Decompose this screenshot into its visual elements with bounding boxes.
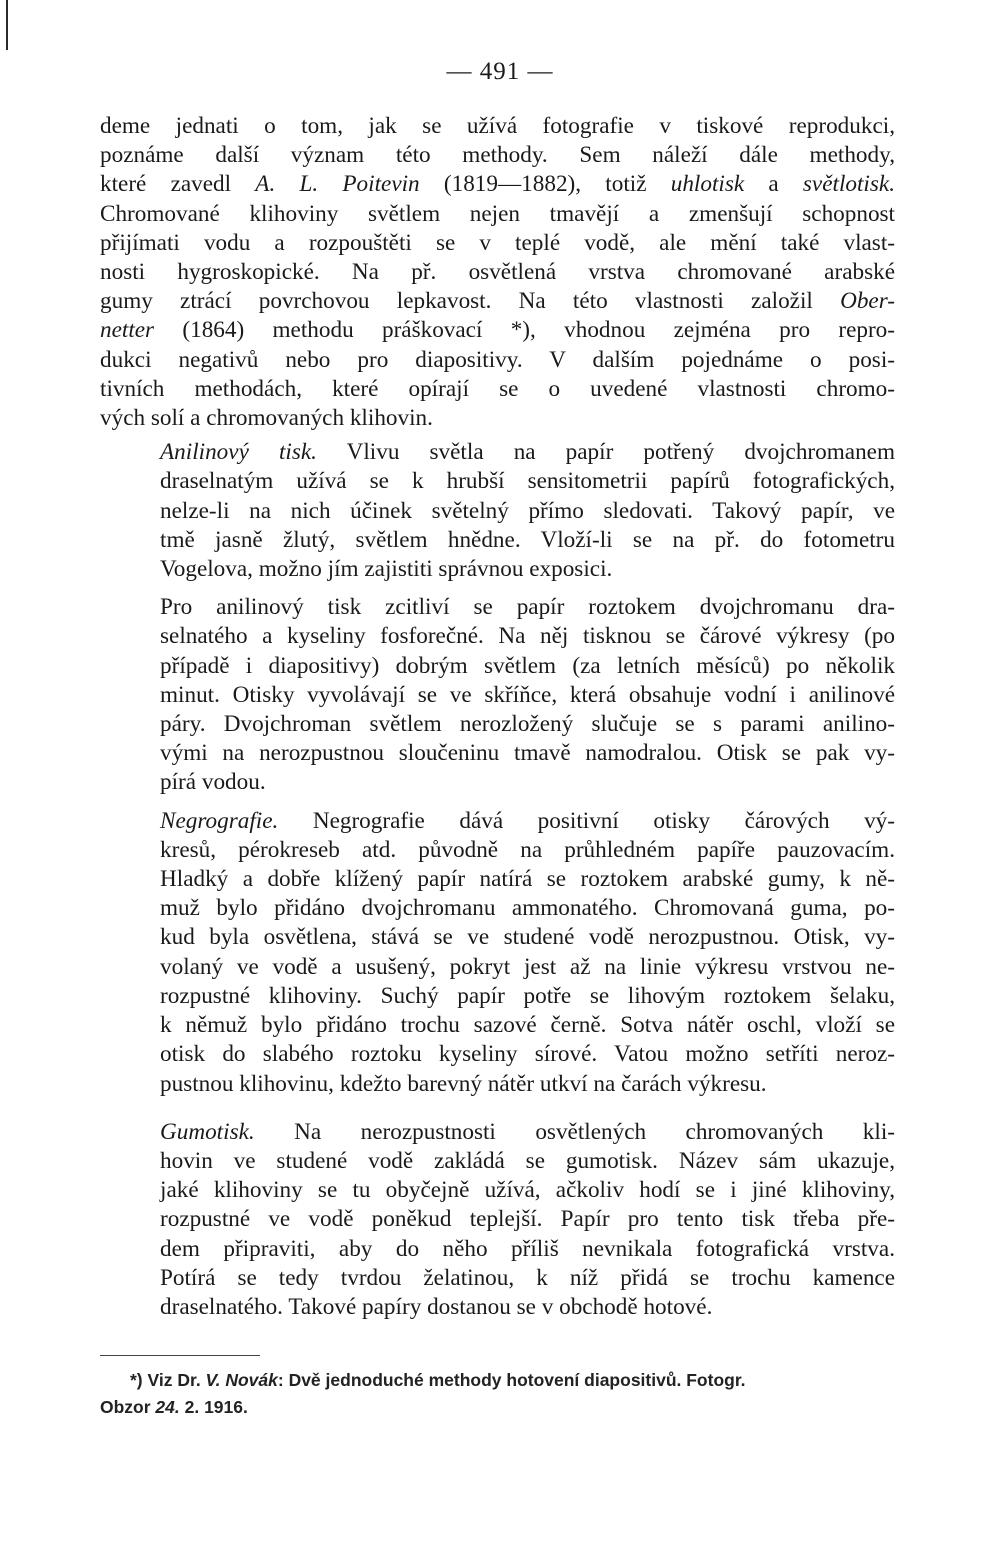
text-line — [100, 652, 895, 681]
paragraph-aniline-print-intro — [100, 438, 895, 584]
body-text — [100, 112, 895, 1322]
text-run: gumy ztrácí povrchovou lepkavost. Na této vlastnosti založil — [100, 288, 841, 315]
text-run: přijímati vodu a rozpouštěti se v teplé vodě, ale mění také vlast- — [100, 229, 895, 256]
text-line — [100, 1264, 895, 1293]
text-line — [100, 1293, 895, 1322]
text-line — [100, 287, 895, 316]
text-run: a — [744, 171, 803, 198]
text-line — [100, 438, 895, 467]
text-run: pustnou klihovinu, kdežto barevný nátěr utkví na čarách výkresu. — [160, 1070, 767, 1097]
text-line — [100, 497, 895, 526]
italic-text: V. Novák — [205, 1370, 278, 1390]
text-line — [100, 200, 895, 229]
text-run: poznáme další význam této methody. Sem náleží dále methody, — [100, 142, 895, 169]
text-run: dukci negativů nebo pro diapositivy. V dalším pojednáme o posi- — [100, 346, 895, 373]
text-line — [100, 739, 895, 768]
italic-text: Gumotisk. — [160, 1118, 255, 1145]
italic-text: světlotisk. — [802, 171, 895, 198]
page-number: — 491 — — [446, 58, 554, 85]
text-line — [100, 1040, 895, 1069]
paragraph-gum-print — [100, 1118, 895, 1322]
text-line — [100, 953, 895, 982]
text-line — [100, 865, 895, 894]
text-run: muž bylo přidáno dvojchromanu ammonatého. Chromovaná guma, po- — [160, 895, 895, 922]
text-run: *) Viz Dr. — [130, 1370, 206, 1390]
footnote — [100, 1367, 890, 1421]
text-line — [100, 681, 895, 710]
text-run: případě i diapositivy) dobrým světlem (za letních měsíců) po několik — [160, 652, 895, 679]
text-run: minut. Otisky vyvolávají se ve skříňce, která obsahuje vodní i anilinové — [160, 681, 895, 708]
text-run: nelze-li na nich účinek světelný přímo sledovati. Takový papír, ve — [160, 497, 895, 524]
text-line — [100, 807, 895, 836]
text-run: páry. Dvojchroman světlem nerozložený slučuje se s parami anilino- — [160, 711, 895, 738]
text-line — [100, 316, 895, 345]
text-run: selnatého a kyseliny fosforečné. Na něj tisknou se čárové výkresy (po — [160, 623, 895, 650]
text-run: Potírá se tedy tvrdou želatinou, k níž přidá se trochu kamence — [160, 1264, 895, 1291]
text-run: otisk do slabého roztoku kyseliny sírové. Vatou možno setříti neroz- — [160, 1041, 895, 1068]
text-line — [100, 894, 895, 923]
text-run: draselnatého. Takové papíry dostanou se v obchodě hotové. — [160, 1293, 713, 1320]
text-run: rozpustné ve vodě poněkud teplejší. Papír pro tento tisk třeba pře- — [160, 1206, 895, 1233]
text-run: kresů, pérokreseb atd. původně na průhledném papíře pauzovacím. — [160, 836, 895, 863]
text-line — [100, 593, 895, 622]
text-run: Chromované klihoviny světlem nejen tmavějí a zmenšují schopnost — [100, 200, 895, 227]
text-run: draselnatým užívá se k hrubší sensitometrii papírů fotografických, — [160, 468, 895, 495]
text-run: volaný ve vodě a usušený, pokryt jest až na linie výkresu vrstvou ne- — [160, 953, 895, 980]
text-run: vými na nerozpustnou sloučeninu tmavě namodralou. Otisk se pak vy- — [160, 740, 895, 767]
text-run: dem připraviti, aby do něho příliš nevnikala fotografická vrstva. — [160, 1235, 895, 1262]
text-line — [100, 1235, 895, 1264]
italic-text: 24. — [155, 1397, 180, 1417]
text-run: Pro anilinový tisk zcitliví se papír roztokem dvojchromanu dra- — [160, 594, 895, 621]
paragraph-chromated-colloids — [100, 112, 895, 433]
text-run: kud byla osvětlena, stává se ve studené vodě nerozpustnou. Otisk, vy- — [160, 924, 895, 951]
text-line — [100, 229, 895, 258]
text-run: vých solí a chromovaných klihovin. — [100, 405, 433, 432]
text-line — [100, 1070, 895, 1099]
text-line — [100, 404, 895, 433]
italic-text: uhlotisk — [670, 171, 745, 198]
text-run: (1864) methodu práškovací *), vhodnou zejména pro repro- — [154, 317, 895, 344]
text-run: pírá vodou. — [160, 769, 266, 796]
text-line — [100, 346, 895, 375]
text-line — [100, 258, 895, 287]
text-run: Negrografie dává positivní otisky čárových vý- — [278, 807, 895, 834]
text-line — [100, 923, 895, 952]
text-run: jaké klihoviny se tu obyčejně užívá, ačkoliv hodí se i jiné klihoviny, — [160, 1177, 895, 1204]
text-line — [100, 1147, 895, 1176]
text-run: k němuž bylo přidáno trochu sazové černě. Sotva nátěr oschl, vloží se — [160, 1012, 895, 1039]
text-run: rozpustné klihoviny. Suchý papír potře se lihovým roztokem šelaku, — [160, 982, 895, 1009]
italic-text: netter — [100, 317, 155, 344]
paragraph-aniline-print-method — [100, 593, 895, 797]
text-run: : Dvě jednoduché methody hotovení diapositivů. Fotogr. — [277, 1370, 746, 1390]
italic-text: Anilinový tisk. — [160, 439, 317, 466]
paragraph-negrography — [100, 807, 895, 1099]
text-line — [100, 1176, 895, 1205]
text-line — [100, 170, 895, 199]
italic-text: A. L. Poitevin — [255, 171, 420, 198]
text-line — [100, 375, 895, 404]
text-run: které zavedl — [100, 171, 256, 198]
footnote-line — [100, 1394, 890, 1421]
text-run: Vogelova, možno jím zajistiti správnou exposici. — [160, 556, 613, 583]
text-line — [100, 622, 895, 651]
text-line — [100, 467, 895, 496]
text-line — [100, 1118, 895, 1147]
text-run: nosti hygroskopické. Na př. osvětlená vrstva chromované arabské — [100, 259, 895, 286]
text-run: 2. 1916. — [179, 1397, 248, 1417]
text-run: (1819—1882), totiž — [419, 171, 671, 198]
italic-text: Negrografie. — [160, 807, 279, 834]
text-line — [100, 526, 895, 555]
text-run: Hladký a dobře klížený papír natírá se roztokem arabské gumy, k ně- — [160, 866, 895, 893]
text-run: tivních methodách, které opírají se o uvedené vlastnosti chromo- — [100, 375, 895, 402]
text-line — [100, 836, 895, 865]
text-line — [100, 768, 895, 797]
text-line — [100, 1205, 895, 1234]
footnote-line — [100, 1367, 890, 1394]
text-line — [100, 141, 895, 170]
footnote-separator — [100, 1355, 260, 1356]
text-line — [100, 112, 895, 141]
text-run: hovin ve studené vodě zakládá se gumotisk. Název sám ukazuje, — [160, 1147, 895, 1174]
page-edge-line — [6, 0, 8, 50]
text-run: deme jednati o tom, jak se užívá fotografie v tiskové reprodukci, — [100, 113, 895, 139]
text-run: Na nerozpustnosti osvětlených chromovaných kli- — [254, 1118, 895, 1145]
text-run: tmě jasně žlutý, světlem hnědne. Vloží-li se na př. do fotometru — [160, 526, 895, 553]
text-line — [100, 982, 895, 1011]
text-run: Vlivu světla na papír potřený dvojchromanem — [316, 439, 895, 466]
italic-text: Ober- — [840, 288, 895, 315]
text-line — [100, 555, 895, 584]
text-line — [100, 710, 895, 739]
text-run: Obzor — [100, 1397, 156, 1417]
text-line — [100, 1011, 895, 1040]
